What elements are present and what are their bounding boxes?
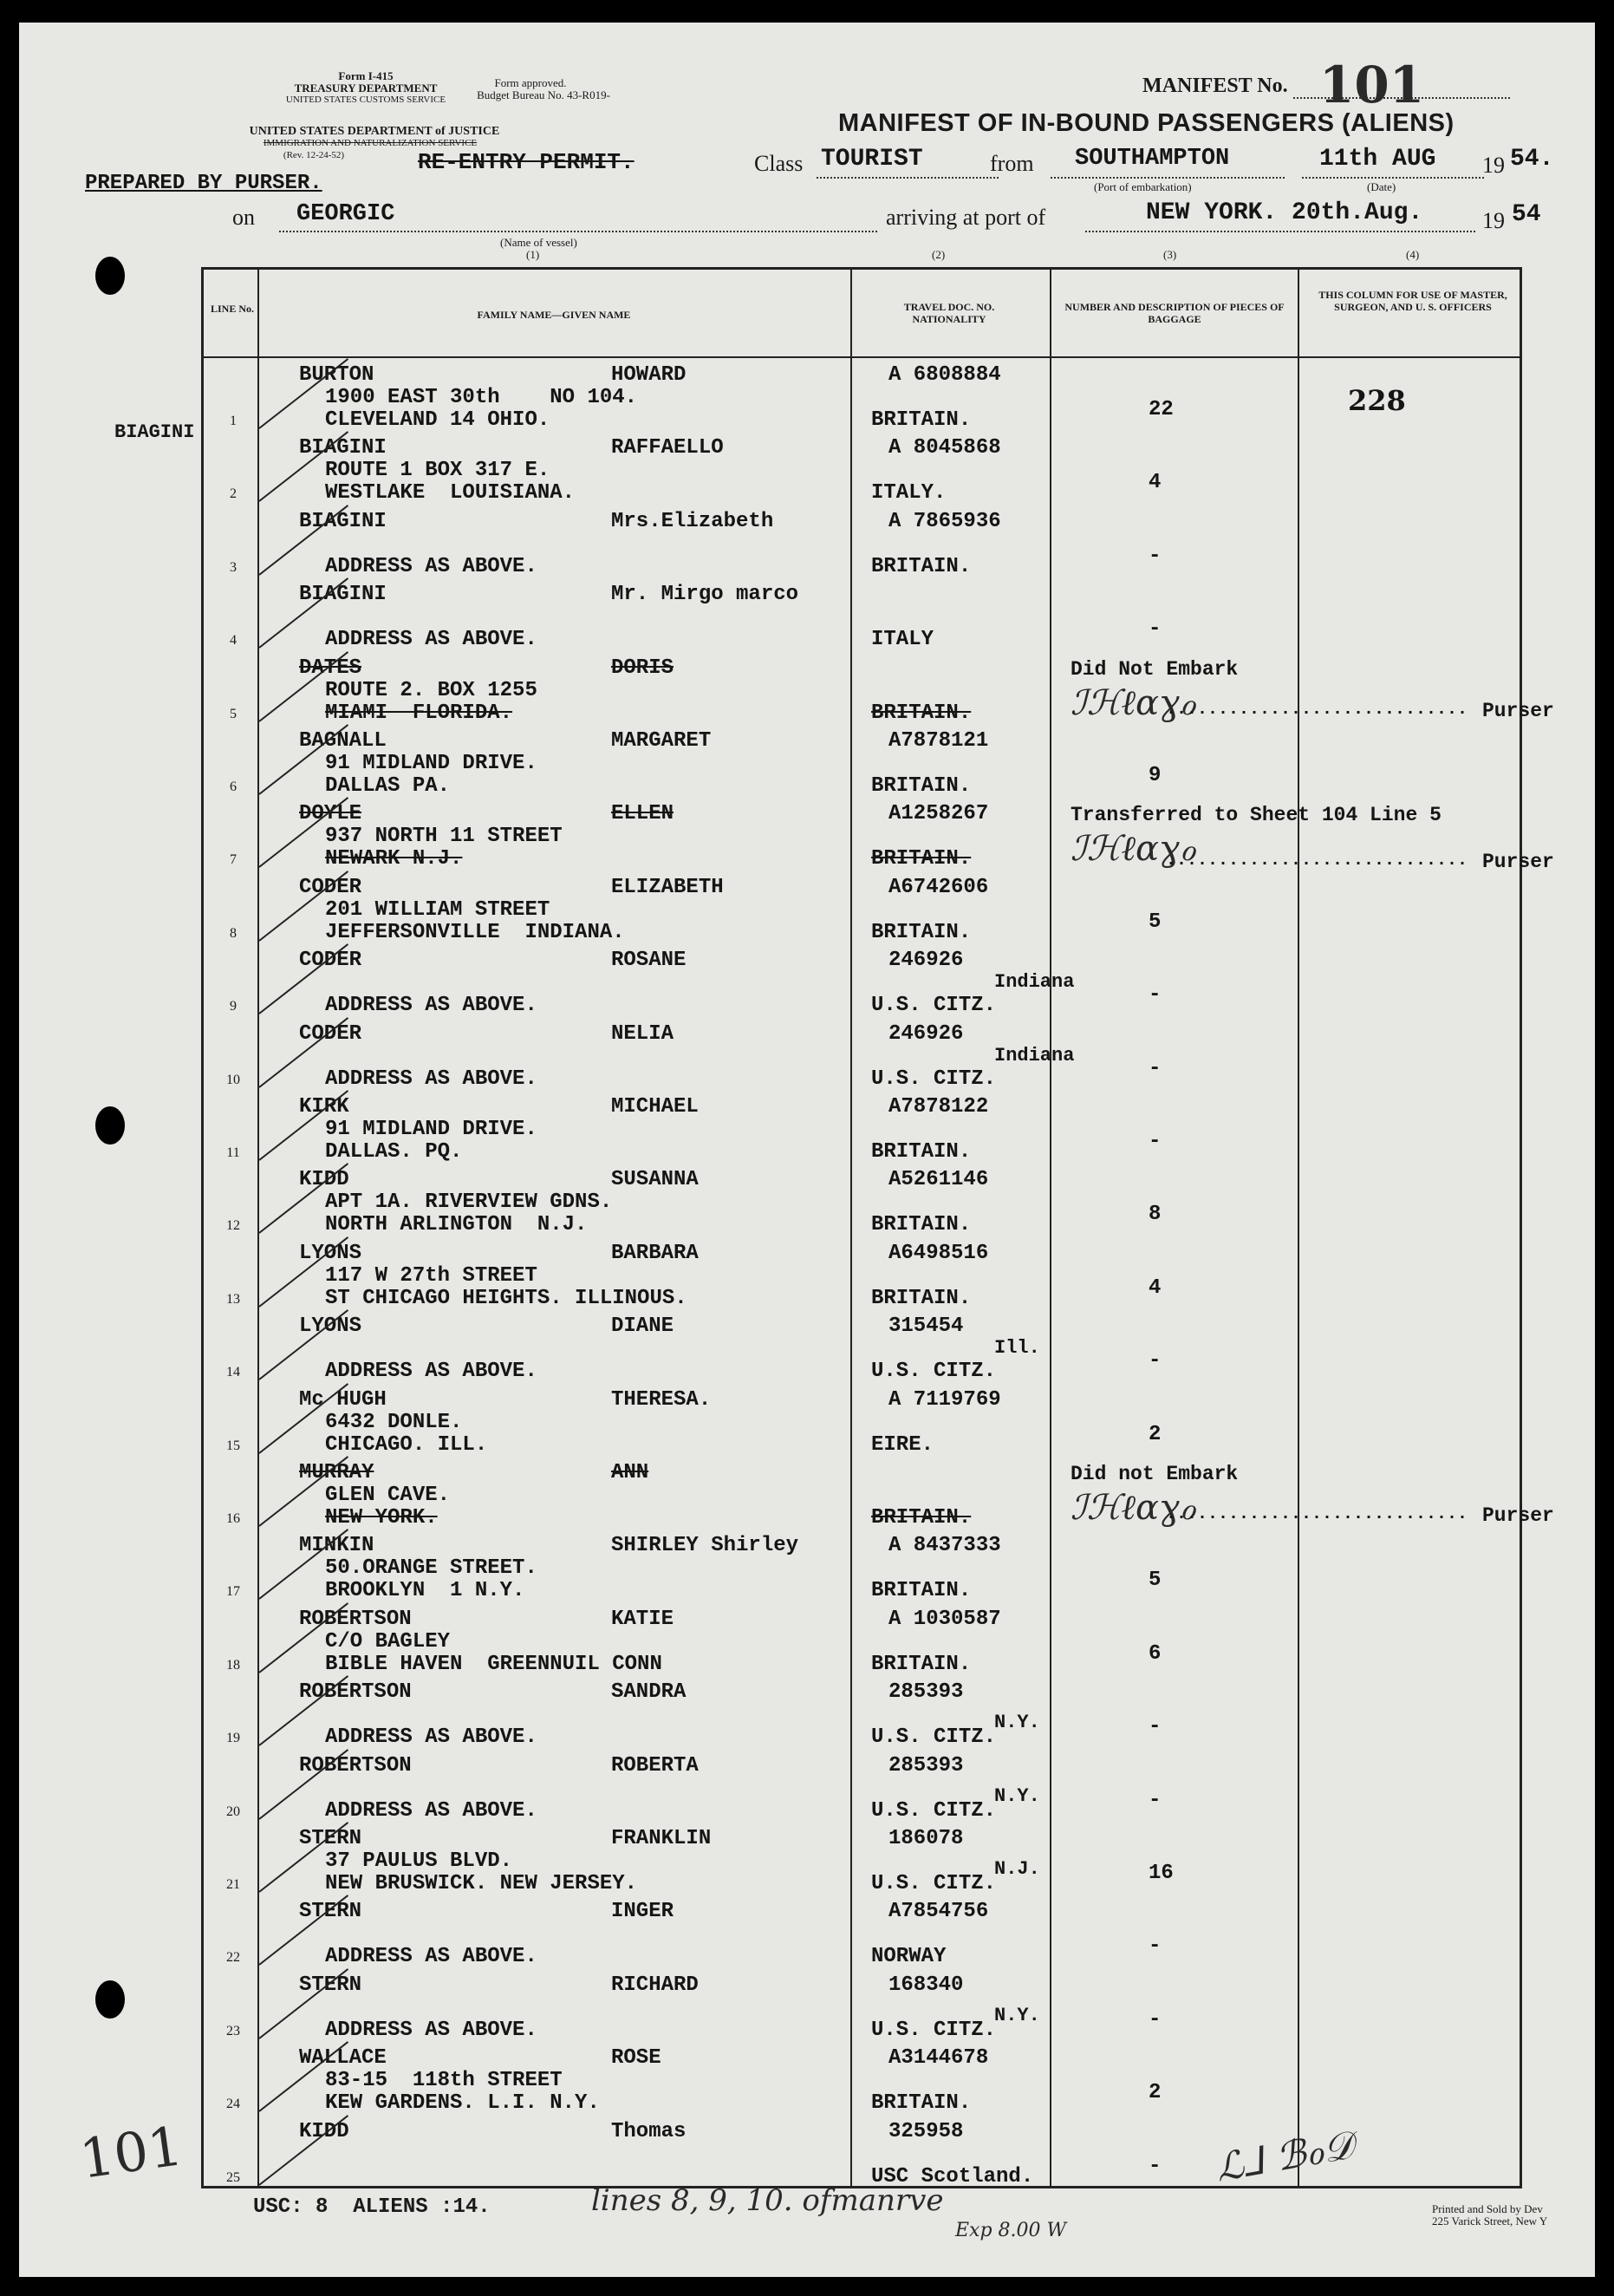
address-line-1: C/O BAGLEY	[325, 1629, 451, 1654]
nationality: U.S. CITZ.	[871, 1360, 997, 1384]
address-line-2: MIAMI FLORIDA.	[325, 701, 513, 725]
officer-note: Ill.	[994, 1337, 1040, 1360]
given-name: SANDRA	[611, 1680, 687, 1705]
address-line-1: 6432 DONLE.	[325, 1410, 463, 1434]
given-name: DIANE	[611, 1314, 674, 1339]
approved-label: Form approved.	[494, 76, 567, 89]
vessel-line	[279, 231, 877, 232]
travel-doc-no: A7878122	[888, 1095, 989, 1119]
given-name: RICHARD	[611, 1973, 699, 1997]
given-name: ROSE	[611, 2046, 661, 2071]
given-name: INGER	[611, 1900, 674, 1924]
given-name: Thomas	[611, 2119, 687, 2143]
passenger-row	[204, 1461, 1554, 1534]
caption-4: (4)	[1406, 248, 1420, 261]
address-line-1: 37 PAULUS BLVD.	[325, 1849, 513, 1873]
address-line-1: 50.ORANGE STREET.	[325, 1556, 537, 1581]
baggage: -	[1149, 2007, 1162, 2032]
line-number: 23	[226, 2023, 240, 2038]
col-header-travel: TRAVEL DOC. NO. NATIONALITY	[903, 301, 995, 325]
passenger-row	[204, 949, 1520, 1021]
given-name: SHIRLEY Shirley	[611, 1534, 799, 1558]
justice-label: UNITED STATES DEPARTMENT of JUSTICE	[249, 125, 500, 138]
baggage: -	[1149, 983, 1162, 1008]
passenger-row	[204, 876, 1520, 949]
travel-doc-no: 315454	[888, 1314, 964, 1339]
officer-note: Did Not Embark	[1071, 657, 1239, 681]
manifest-title: MANIFEST OF IN-BOUND PASSENGERS (ALIENS)	[838, 109, 1455, 137]
manifest-number: 101	[1319, 55, 1425, 114]
nationality: BRITAIN.	[871, 847, 972, 871]
baggage: 22	[1149, 398, 1174, 421]
purser-signature: ℐℋℓαɣℴ	[1071, 1488, 1196, 1528]
family-name: BIAGINI	[299, 509, 387, 533]
baggage: 8	[1149, 1203, 1162, 1227]
address-line-2: NEWARK N.J.	[325, 847, 463, 871]
officer-note: N.Y.	[994, 1712, 1040, 1734]
printer-address: 225 Varick Street, New Y	[1432, 2214, 1548, 2228]
port-of-embarkation: SOUTHAMPTON	[1075, 146, 1230, 172]
purser-signature: ℐℋℓαɣℴ	[1071, 682, 1196, 723]
passenger-row	[204, 1388, 1520, 1461]
embark-date: 11th AUG	[1319, 146, 1436, 173]
col-header-officers: THIS COLUMN FOR USE OF MASTER, SURGEON, AND U. S. OFFICERS	[1318, 289, 1507, 313]
binder-hole	[95, 1980, 125, 2019]
line-number: 19	[226, 1731, 240, 1746]
passenger-row	[204, 1314, 1520, 1387]
col-header-baggage: NUMBER AND DESCRIPTION OF PIECES OF BAGGAGE	[1064, 301, 1285, 325]
passenger-row	[204, 1168, 1520, 1241]
family-name: CODER	[299, 875, 362, 899]
given-name: SUSANNA	[611, 1168, 699, 1192]
passenger-row	[204, 1534, 1520, 1607]
margin-page-number: 101	[75, 2114, 186, 2191]
line-number: 4	[230, 633, 237, 649]
totals-line: USC: 8 ALIENS :14.	[253, 2195, 491, 2219]
address-line-2: ADDRESS AS ABOVE.	[325, 1066, 537, 1091]
line-number: 20	[226, 1804, 240, 1819]
family-name: MURRAY	[299, 1461, 374, 1484]
baggage: -	[1149, 1788, 1162, 1812]
nationality: EIRE.	[871, 1432, 934, 1457]
purser-label: Purser	[1482, 851, 1554, 874]
baggage: -	[1149, 617, 1162, 642]
line-number: 13	[226, 1291, 240, 1307]
line-number: 15	[226, 1438, 240, 1453]
nationality: BRITAIN.	[871, 774, 972, 798]
line-number: 18	[226, 1657, 240, 1673]
family-name: CODER	[299, 949, 362, 973]
travel-doc-no: A 8045868	[888, 436, 1001, 460]
passenger-row	[204, 802, 1554, 875]
line-number: 25	[226, 2169, 240, 2185]
line-number: 5	[230, 706, 237, 721]
on-label: on	[232, 205, 255, 230]
nationality: BRITAIN.	[871, 920, 972, 944]
manifest-number-label: MANIFEST No.	[1142, 75, 1288, 97]
col-header-line: LINE No.	[211, 303, 255, 315]
baggage: -	[1149, 2154, 1162, 2178]
address-line-2: DALLAS PA.	[325, 774, 451, 798]
year-2: 54	[1512, 201, 1541, 228]
address-line-2: ADDRESS AS ABOVE.	[325, 1725, 537, 1750]
passenger-row	[204, 436, 1520, 509]
year-prefix-1: 19	[1482, 153, 1505, 178]
nationality: ITALY.	[871, 481, 947, 506]
nationality: ITALY	[871, 628, 934, 652]
officer-note: Indiana	[994, 971, 1075, 994]
line-number: 3	[230, 559, 237, 575]
line-number: 10	[226, 1072, 240, 1087]
nationality: U.S. CITZ.	[871, 1066, 997, 1091]
baggage: 4	[1149, 471, 1162, 495]
address-line-1: GLEN CAVE.	[325, 1484, 451, 1507]
travel-doc-no: A 1030587	[888, 1607, 1001, 1631]
baggage: 2	[1149, 1422, 1162, 1446]
given-name: KATIE	[611, 1607, 674, 1631]
address-line-2: WESTLAKE LOUISIANA.	[325, 481, 576, 506]
address-line-2: ADDRESS AS ABOVE.	[325, 1798, 537, 1823]
passenger-row	[204, 1022, 1520, 1095]
nationality: U.S. CITZ.	[871, 2018, 997, 2042]
header-divider	[204, 356, 1520, 358]
line-number: 24	[226, 2097, 240, 2112]
nationality: U.S. CITZ.	[871, 994, 997, 1018]
line-number: 8	[230, 925, 237, 941]
baggage: 9	[1149, 764, 1162, 787]
nationality: U.S. CITZ.	[871, 1798, 997, 1823]
travel-doc-no: 285393	[888, 1680, 964, 1705]
vessel-caption: (Name of vessel)	[500, 236, 577, 249]
family-name: BURTON	[299, 363, 374, 387]
passenger-row	[204, 1680, 1520, 1753]
line-number: 9	[230, 999, 237, 1014]
address-line-2: ADDRESS AS ABOVE.	[325, 554, 537, 578]
nationality: BRITAIN.	[871, 1286, 972, 1310]
date-caption: (Date)	[1367, 180, 1396, 193]
nationality: U.S. CITZ.	[871, 1872, 997, 1895]
given-name: MARGARET	[611, 729, 712, 753]
line-number: 7	[230, 852, 237, 868]
given-name: HOWARD	[611, 363, 687, 387]
line-number: 17	[226, 1584, 240, 1600]
class-value: TOURIST	[821, 146, 923, 173]
year-prefix-2: 19	[1482, 208, 1505, 233]
binder-hole	[95, 257, 125, 295]
family-name: STERN	[299, 1827, 362, 1850]
baggage: -	[1149, 1934, 1162, 1959]
family-name: MINKIN	[299, 1534, 374, 1558]
baggage: -	[1149, 1715, 1162, 1739]
passenger-row	[204, 1973, 1520, 2046]
address-line-2: ADDRESS AS ABOVE.	[325, 2018, 537, 2042]
address-line-2: ADDRESS AS ABOVE.	[325, 628, 537, 652]
address-line-2: NEW BRUSWICK. NEW JERSEY.	[325, 1872, 638, 1895]
margin-note: BIAGINI	[114, 421, 195, 443]
passenger-row	[204, 363, 1520, 436]
address-line-1: 201 WILLIAM STREET	[325, 897, 550, 922]
baggage: -	[1149, 1130, 1162, 1153]
passenger-row	[204, 583, 1520, 656]
travel-doc-no: A 7865936	[888, 509, 1001, 533]
officer-note: N.Y.	[994, 2004, 1040, 2026]
passenger-row	[204, 1754, 1520, 1827]
address-line-2: ST CHICAGO HEIGHTS. ILLINOUS.	[325, 1286, 687, 1310]
caption-2: (2)	[932, 248, 946, 261]
nationality: BRITAIN.	[871, 554, 972, 578]
year-1: 54.	[1510, 146, 1554, 173]
passenger-row	[204, 1608, 1520, 1680]
form-number: Form I-415	[338, 69, 394, 82]
family-name: LYONS	[299, 1314, 362, 1339]
passenger-row	[204, 729, 1520, 802]
passenger-row	[204, 1827, 1520, 1900]
travel-doc-no: 246926	[888, 1021, 964, 1046]
passenger-row	[204, 1900, 1520, 1973]
travel-doc-no: 325958	[888, 2119, 964, 2143]
given-name: ANN	[611, 1461, 649, 1484]
purser-label: Purser	[1482, 1504, 1554, 1527]
caption-3: (3)	[1163, 248, 1177, 261]
line-number: 22	[226, 1950, 240, 1966]
travel-doc-no: A 7119769	[888, 1387, 1001, 1412]
address-line-1: 1900 EAST 30th NO 104.	[325, 386, 638, 409]
date-line	[1302, 177, 1484, 179]
manifest-sheet	[19, 23, 1595, 2277]
officer-note: 228	[1348, 384, 1406, 417]
nationality: BRITAIN.	[871, 1140, 972, 1164]
address-line-2: KEW GARDENS. L.I. N.Y.	[325, 2091, 600, 2116]
given-name: THERESA.	[611, 1387, 712, 1412]
line-number: 2	[230, 486, 237, 502]
treasury-label: TREASURY DEPARTMENT	[294, 82, 438, 95]
address-line-1: APT 1A. RIVERVIEW GDNS.	[325, 1190, 613, 1215]
nationality: BRITAIN.	[871, 1506, 972, 1530]
travel-doc-no: A 6808884	[888, 363, 1001, 387]
family-name: LYONS	[299, 1241, 362, 1265]
travel-doc-no: A 8437333	[888, 1534, 1001, 1558]
address-line-2: ADDRESS AS ABOVE.	[325, 1945, 537, 1969]
address-line-2: CHICAGO. ILL.	[325, 1432, 488, 1457]
travel-doc-no: 186078	[888, 1827, 964, 1850]
line-number: 6	[230, 779, 237, 794]
handwritten-note-2: Exp 8.00 W	[955, 2220, 1067, 2241]
nationality: BRITAIN.	[871, 1213, 972, 1237]
purser-signature: ℐℋℓαɣℴ	[1071, 829, 1196, 870]
passenger-row	[204, 1095, 1520, 1168]
budget-label: Budget Bureau No. 43-R019-	[477, 88, 610, 101]
col-header-name: FAMILY NAME—GIVEN NAME	[477, 309, 631, 321]
binder-hole	[95, 1106, 125, 1145]
given-name: ROBERTA	[611, 1753, 699, 1777]
given-name: DORIS	[611, 656, 674, 680]
given-name: BARBARA	[611, 1241, 699, 1265]
family-name: ROBERTSON	[299, 1607, 412, 1631]
family-name: KIRK	[299, 1095, 349, 1119]
baggage: 2	[1149, 2081, 1162, 2105]
passenger-table	[201, 267, 1554, 2191]
travel-doc-no: 285393	[888, 1753, 964, 1777]
travel-doc-no: A6742606	[888, 875, 989, 899]
family-name: BIAGINI	[299, 436, 387, 460]
travel-doc-no: A7854756	[888, 1900, 989, 1924]
baggage: -	[1149, 1056, 1162, 1080]
address-line-1: ROUTE 1 BOX 317 E.	[325, 459, 550, 483]
nationality: BRITAIN.	[871, 701, 972, 725]
address-line-2: JEFFERSONVILLE INDIANA.	[325, 920, 625, 944]
address-line-1: 91 MIDLAND DRIVE.	[325, 1118, 537, 1141]
given-name: FRANKLIN	[611, 1827, 712, 1850]
customs-label: UNITED STATES CUSTOMS SERVICE	[285, 95, 446, 105]
line-number: 16	[226, 1511, 240, 1526]
given-name: ELLEN	[611, 802, 674, 826]
dotted-leader: .............................	[1166, 851, 1468, 871]
given-name: Mr. Mirgo marco	[611, 583, 799, 607]
officer-note: Indiana	[994, 1044, 1075, 1066]
family-name: DATES	[299, 656, 362, 680]
officer-note: N.Y.	[994, 1784, 1040, 1807]
address-line-2: NORTH ARLINGTON N.J.	[325, 1213, 588, 1237]
officer-note: Transferred to Sheet 104 Line 5	[1071, 804, 1442, 827]
address-line-2: DALLAS. PQ.	[325, 1140, 463, 1164]
family-name: ROBERTSON	[299, 1680, 412, 1705]
nationality: USC Scotland.	[871, 2164, 1034, 2188]
passenger-row	[204, 1242, 1520, 1314]
class-line	[817, 177, 999, 179]
address-line-1: 117 W 27th STREET	[325, 1263, 537, 1288]
line-number: 12	[226, 1218, 240, 1234]
baggage: 16	[1149, 1862, 1174, 1885]
family-name: Mc HUGH	[299, 1387, 387, 1412]
passenger-row	[204, 2046, 1520, 2119]
family-name: BIAGINI	[299, 583, 387, 607]
nationality: BRITAIN.	[871, 1579, 972, 1603]
address-line-2: ADDRESS AS ABOVE.	[325, 994, 537, 1018]
address-line-1: 937 NORTH 11 STREET	[325, 825, 563, 849]
passenger-row	[204, 510, 1520, 583]
officer-note: Did not Embark	[1071, 1463, 1239, 1485]
from-label: from	[990, 151, 1034, 176]
nationality: U.S. CITZ.	[871, 1725, 997, 1750]
reentry-permit: RE-ENTRY PERMIT.	[418, 149, 635, 175]
from-line	[1051, 177, 1285, 179]
arriving-label: arriving at port of	[886, 205, 1046, 230]
caption-1: (1)	[526, 248, 540, 261]
purser-label: Purser	[1482, 699, 1554, 722]
line-number: 11	[226, 1145, 240, 1160]
family-name: CODER	[299, 1021, 362, 1046]
given-name: RAFFAELLO	[611, 436, 724, 460]
baggage: 6	[1149, 1641, 1162, 1666]
address-line-2: ADDRESS AS ABOVE.	[325, 1360, 537, 1384]
nationality: BRITAIN.	[871, 408, 972, 432]
address-line-2: BROOKLYN 1 N.Y.	[325, 1579, 525, 1603]
address-line-2: NEW YORK.	[325, 1506, 438, 1530]
given-name: MICHAEL	[611, 1095, 699, 1119]
officer-signature: ℒ⅃ ℬℴ𝒟	[1212, 2123, 1357, 2191]
prepared-by: PREPARED BY PURSER.	[85, 172, 322, 195]
rev-label: (Rev. 12-24-52)	[283, 150, 345, 160]
baggage: 5	[1149, 910, 1162, 934]
given-name: NELIA	[611, 1021, 674, 1046]
nationality: BRITAIN.	[871, 1652, 972, 1676]
line-number: 14	[226, 1365, 240, 1380]
travel-doc-no: 168340	[888, 1973, 964, 1997]
family-name: KIDD	[299, 2119, 349, 2143]
given-name: ROSANE	[611, 949, 687, 973]
given-name: ELIZABETH	[611, 875, 724, 899]
nationality: NORWAY	[871, 1945, 947, 1969]
passenger-row	[204, 656, 1554, 729]
line-number: 21	[226, 1877, 240, 1892]
arrival-line	[1085, 231, 1475, 232]
class-label: Class	[754, 151, 804, 176]
family-name: STERN	[299, 1973, 362, 1997]
travel-doc-no: A7878121	[888, 729, 989, 753]
address-line-1: 83-15 118th STREET	[325, 2069, 563, 2093]
arrival-port: NEW YORK. 20th.Aug.	[1146, 199, 1423, 226]
travel-doc-no: 246926	[888, 949, 964, 973]
baggage: -	[1149, 1349, 1162, 1373]
travel-doc-no: A5261146	[888, 1168, 989, 1192]
nationality: BRITAIN.	[871, 2091, 972, 2116]
baggage: 4	[1149, 1275, 1162, 1300]
ins-label: IMMIGRATION AND NATURALIZATION SERVICE	[263, 138, 478, 148]
address-line-2: BIBLE HAVEN GREENNUIL CONN	[325, 1652, 662, 1676]
vessel-name: GEORGIC	[296, 201, 395, 227]
line-number: 1	[230, 414, 237, 428]
officer-note: N.J.	[994, 1858, 1040, 1880]
address-line-1: 91 MIDLAND DRIVE.	[325, 752, 537, 775]
family-name: BAGNALL	[299, 729, 387, 753]
travel-doc-no: A6498516	[888, 1241, 989, 1265]
printer-credit: Printed and Sold by Dev	[1432, 2202, 1543, 2215]
baggage: -	[1149, 544, 1162, 568]
baggage: 5	[1149, 1569, 1162, 1593]
address-line-2: CLEVELAND 14 OHIO.	[325, 408, 550, 432]
family-name: WALLACE	[299, 2046, 387, 2071]
address-line-1: ROUTE 2. BOX 1255	[325, 678, 537, 702]
travel-doc-no: A1258267	[888, 802, 989, 826]
given-name: Mrs.Elizabeth	[611, 509, 774, 533]
family-name: ROBERTSON	[299, 1753, 412, 1777]
dotted-leader: .............................	[1166, 699, 1468, 720]
family-name: DOYLE	[299, 802, 362, 826]
dotted-leader: .............................	[1166, 1504, 1468, 1524]
family-name: STERN	[299, 1900, 362, 1924]
travel-doc-no: A3144678	[888, 2046, 989, 2071]
handwritten-note: lines 8, 9, 10. ofmanrve	[591, 2183, 944, 2218]
family-name: KIDD	[299, 1168, 349, 1192]
port-caption: (Port of embarkation)	[1094, 180, 1192, 193]
